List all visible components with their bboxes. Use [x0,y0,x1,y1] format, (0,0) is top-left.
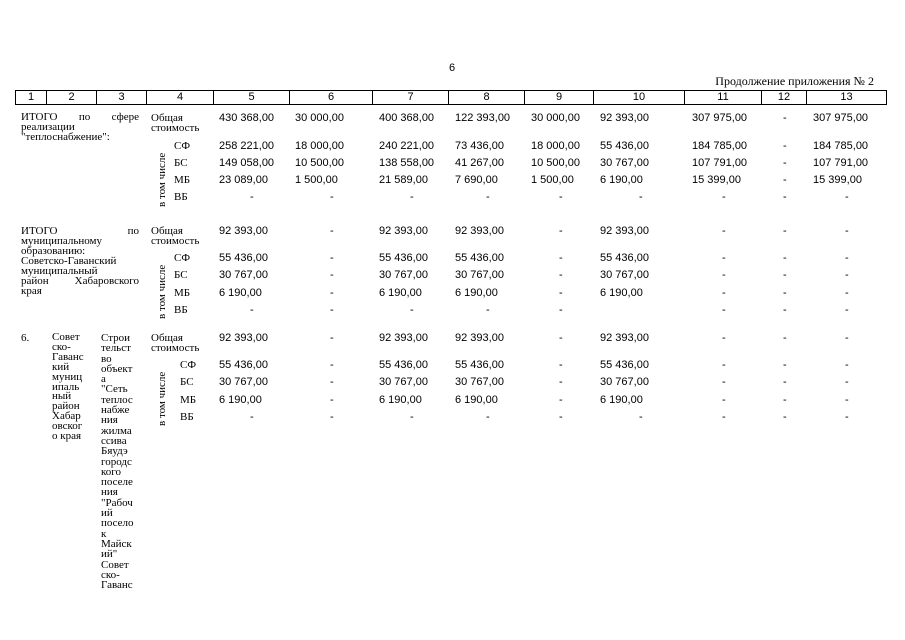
cell-value: - [559,191,563,203]
cell-value: - [250,304,254,316]
cell-value: 92 393,00 [455,332,504,344]
cell-value: - [783,376,787,388]
cell-value: - [330,376,334,388]
in-total-label: в том числе [156,371,168,426]
section-title-line: ИТОГО по сфере [21,111,139,123]
cell-value: - [845,225,849,237]
cell-value: - [845,359,849,371]
text-line: район [52,400,80,413]
cell-value: 55 436,00 [379,359,428,371]
text-line: овског [52,420,83,433]
cell-value: - [722,252,726,264]
section-title-line: муниципальный [21,265,98,277]
cell-value: 92 393,00 [219,225,268,237]
continuation-title: Продолжение приложения № 2 [715,74,874,88]
text-line: ий [101,507,113,520]
text-line: теплос [101,393,133,406]
text-line: объект [101,362,133,375]
section-title-line: "теплоснабжение": [21,131,110,143]
cell-value: - [783,191,787,203]
cell-value: 7 690,00 [455,174,498,186]
cell-value: 30 767,00 [219,269,268,281]
row-label-sf: СФ [174,140,191,152]
total-cost-label: Общая стоимость [151,332,200,354]
cell-value: - [783,411,787,423]
cell-value: - [722,394,726,406]
cell-value: - [559,304,563,316]
cell-value: - [783,304,787,316]
row-label-sf: СФ [180,359,197,371]
row-label-mb: МБ [174,174,191,186]
cell-value: 92 393,00 [219,332,268,344]
cell-value: 307 975,00 [692,112,748,124]
section-title-line: район Хабаровского [21,275,139,287]
cell-value: 1 500,00 [295,174,338,186]
cell-value: - [783,269,787,281]
row-label-bs: БС [174,157,188,169]
cell-value: 55 436,00 [455,252,504,264]
row-label-mb: МБ [174,287,191,299]
cell-value: - [410,411,414,423]
cell-value: 92 393,00 [600,332,649,344]
column-number: 9 [525,91,594,105]
cell-value: - [410,191,414,203]
cell-value: 55 436,00 [455,359,504,371]
cell-value: - [559,394,563,406]
cell-value: 73 436,00 [455,140,504,152]
cell-value: 258 221,00 [219,140,275,152]
cell-value: - [722,269,726,281]
cell-value: - [845,287,849,299]
text-line: городс [101,455,132,468]
text-line: Хабар [52,410,81,423]
total-cost-label: Общая стоимость [151,112,200,134]
cell-value: 107 791,00 [692,157,748,169]
cell-value: - [722,225,726,237]
cell-value: 55 436,00 [600,252,649,264]
text-line: "Рабоч [101,496,133,509]
cell-value: 92 393,00 [455,225,504,237]
column-number: 2 [47,91,97,105]
column-number: 6 [290,91,373,105]
cell-value: - [330,225,334,237]
cell-value: - [783,252,787,264]
cell-value: - [330,332,334,344]
row-label-mb: МБ [180,394,197,406]
cell-value: 21 589,00 [379,174,428,186]
cell-value: - [845,191,849,203]
cell-value: - [330,411,334,423]
in-total-label: в том числе [156,152,168,207]
cell-value: 6 190,00 [379,394,422,406]
text-line: жилма [101,424,132,437]
cell-value: - [722,304,726,316]
cell-value: - [330,359,334,371]
row-label-vb: ВБ [174,304,188,316]
text-line: кий [52,360,70,373]
section-title-line: Советско-Гаванский [21,255,117,267]
cell-value: 15 399,00 [692,174,741,186]
cell-value: - [783,112,787,124]
cell-value: - [330,252,334,264]
cell-value: 92 393,00 [379,225,428,237]
cell-value: - [783,225,787,237]
total-cost-label: Общая стоимость [151,225,200,247]
cell-value: 55 436,00 [379,252,428,264]
cell-value: 6 190,00 [379,287,422,299]
row-label-sf: СФ [174,252,191,264]
cell-value: - [783,157,787,169]
column-number: 11 [685,91,762,105]
text-line: во [101,352,112,365]
cell-value: - [722,191,726,203]
cell-value: - [845,269,849,281]
cell-value: 30 767,00 [379,376,428,388]
text-line: набже [101,404,130,417]
cell-value: - [722,359,726,371]
text-line: муниц [52,370,83,383]
text-line: посело [101,517,134,530]
section-title-line: образованию: [21,245,86,257]
cell-value: - [486,304,490,316]
cell-value: 6 190,00 [455,287,498,299]
cell-value: - [330,269,334,281]
cell-value: - [783,332,787,344]
cell-value: - [486,191,490,203]
cell-value: 6 190,00 [600,287,643,299]
cell-value: - [845,411,849,423]
cell-value: - [250,411,254,423]
cell-value: - [722,411,726,423]
text-line: тельст [101,342,131,355]
cell-value: 23 089,00 [219,174,268,186]
cell-value: - [559,225,563,237]
cell-value: - [559,359,563,371]
cell-value: 30 767,00 [600,376,649,388]
municipality-name [52,333,84,442]
text-line: Гаванс [101,579,133,592]
cell-value: 18 000,00 [295,140,344,152]
cell-value: 240 221,00 [379,140,435,152]
cell-value: 30 767,00 [600,157,649,169]
cell-value: 30 000,00 [531,112,580,124]
cell-value: 1 500,00 [531,174,574,186]
cell-value: - [783,140,787,152]
row-label-bs: БС [174,269,188,281]
text-line: ссива [101,434,127,447]
row-number: 6. [21,332,30,344]
cell-value: 138 558,00 [379,157,435,169]
row-label-vb: ВБ [180,411,194,423]
text-line: ско- [101,568,120,581]
text-line: Совет [52,331,80,343]
cell-value: 92 393,00 [600,225,649,237]
column-number: 7 [373,91,449,105]
cell-value: - [722,376,726,388]
text-line: Строи [101,332,131,344]
column-number: 5 [214,91,290,105]
section-title-line: муниципальному [21,235,103,247]
cell-value: 18 000,00 [531,140,580,152]
cell-value: 107 791,00 [813,157,869,169]
cell-value: 30 767,00 [600,269,649,281]
cell-value: - [722,287,726,299]
cell-value: - [845,394,849,406]
cell-value: 10 500,00 [295,157,344,169]
cell-value: 92 393,00 [379,332,428,344]
row-label-vb: ВБ [174,191,188,203]
text-line: о края [52,430,82,443]
cell-value: - [639,191,643,203]
text-line: ипаль [52,380,80,393]
cell-value: 184 785,00 [692,140,748,152]
column-number: 4 [147,91,214,105]
cell-value: - [559,332,563,344]
text-line: а [101,373,106,386]
column-number: 13 [807,91,887,105]
object-name [101,333,134,590]
cell-value: - [559,252,563,264]
text-line: кого [101,465,122,478]
cell-value: - [330,394,334,406]
cell-value: 30 767,00 [455,269,504,281]
cell-value: 55 436,00 [600,359,649,371]
cell-value: 92 393,00 [600,112,649,124]
cell-value: - [250,191,254,203]
cell-value: - [330,191,334,203]
in-total-label: в том числе [156,264,168,319]
page-number: 6 [449,62,456,74]
cell-value: 6 190,00 [219,394,262,406]
text-line: поселе [101,476,133,489]
cell-value: - [559,376,563,388]
cell-value: 15 399,00 [813,174,862,186]
column-number: 3 [97,91,147,105]
cell-value: 30 767,00 [219,376,268,388]
column-number: 1 [16,91,47,105]
text-line: ния [101,486,118,499]
text-line: ния [101,414,118,427]
text-line: ий" [101,548,118,561]
cell-value: - [783,359,787,371]
cell-value: - [559,287,563,299]
text-line: Совет [101,558,129,571]
column-number: 10 [594,91,685,105]
text-line: Бяудэ [101,445,128,458]
cell-value: 307 975,00 [813,112,869,124]
section-title-line: реализации [21,121,75,133]
cell-value: - [330,304,334,316]
cell-value: - [845,252,849,264]
text-line: Гаванс [52,350,84,363]
column-number: 8 [449,91,525,105]
cell-value: 55 436,00 [600,140,649,152]
row-label-bs: БС [180,376,194,388]
section-title-line: ИТОГО по [21,225,139,237]
column-number-header [15,90,887,105]
cell-value: - [486,411,490,423]
cell-value: 400 368,00 [379,112,435,124]
cell-value: 10 500,00 [531,157,580,169]
cell-value: 6 190,00 [219,287,262,299]
cell-value: - [639,411,643,423]
text-line: к [101,527,107,540]
cell-value: 30 767,00 [455,376,504,388]
cell-value: - [783,287,787,299]
cell-value: 184 785,00 [813,140,869,152]
section-title-line: края [21,285,42,297]
cell-value: 55 436,00 [219,252,268,264]
cell-value: 122 393,00 [455,112,511,124]
cell-value: - [559,269,563,281]
cell-value: - [845,332,849,344]
cell-value: 30 000,00 [295,112,344,124]
cell-value: - [722,332,726,344]
text-line: Майск [101,537,132,550]
text-line: ный [52,390,72,403]
text-line: ско- [52,340,71,353]
cell-value: - [559,411,563,423]
cell-value: - [783,394,787,406]
cell-value: - [845,304,849,316]
cell-value: 6 190,00 [600,174,643,186]
cell-value: 6 190,00 [600,394,643,406]
cell-value: - [410,304,414,316]
cell-value: 41 267,00 [455,157,504,169]
cell-value: - [783,174,787,186]
cell-value: 55 436,00 [219,359,268,371]
cell-value: - [845,376,849,388]
text-line: "Сеть [101,383,128,396]
cell-value: 149 058,00 [219,157,275,169]
cell-value: 6 190,00 [455,394,498,406]
cell-value: 30 767,00 [379,269,428,281]
cell-value: - [330,287,334,299]
cell-value: 430 368,00 [219,112,275,124]
column-number: 12 [762,91,807,105]
